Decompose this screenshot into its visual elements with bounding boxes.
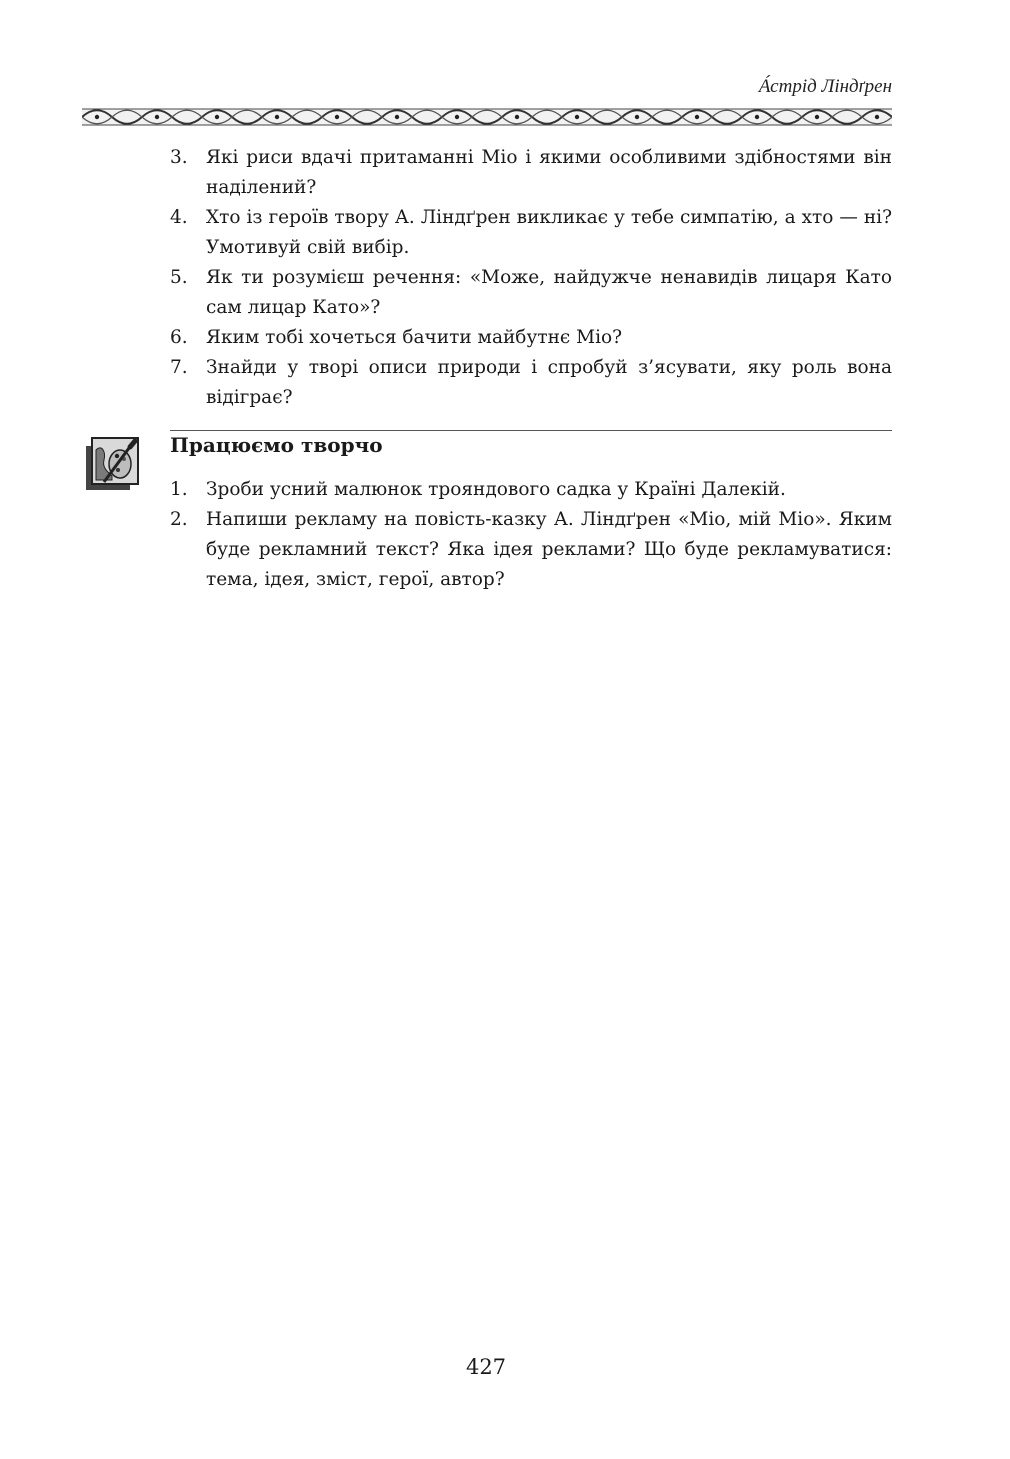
questions-list [170, 143, 892, 413]
item-number: 6. [170, 327, 188, 348]
creative-tasks-list [170, 475, 892, 595]
list-item [170, 203, 892, 263]
item-text: Напиши рекламу на повість-казку А. Ліндґрен «Міо, мій Міо». Яким буде рекламний текст? Яка ідея реклами? Що буде рекламуватися: тема, ідея, зміст, герої, автор? [206, 509, 892, 590]
item-number: 2. [170, 509, 188, 530]
item-text: Які риси вдачі притаманні Міо і якими особливими здібностями він наділений? [206, 147, 892, 198]
page-number: 427 [465, 1355, 507, 1379]
item-number: 5. [170, 267, 188, 288]
list-item [170, 475, 892, 505]
palette-brush-icon [82, 432, 144, 494]
list-item [170, 505, 892, 595]
item-text: Зроби усний малюнок трояндового садка у Країні Далекій. [206, 479, 786, 500]
item-text: Знайди у творі описи природи і спробуй з’ясувати, яку роль вона відіграє? [206, 357, 892, 408]
item-text: Хто із героїв твору А. Ліндґрен викликає у тебе симпатію, а хто — ні? Умотивуй свій вибір. [206, 207, 892, 258]
running-head-author: А́стрід Ліндґрен [758, 76, 892, 97]
item-number: 1. [170, 479, 188, 500]
list-item [170, 353, 892, 413]
item-number: 3. [170, 147, 188, 168]
list-item [170, 323, 892, 353]
section-title: Працюємо творчо [170, 433, 383, 457]
item-number: 7. [170, 357, 188, 378]
item-text: Яким тобі хочеться бачити майбутнє Міо? [206, 327, 623, 348]
decorative-ornament-border [82, 106, 892, 128]
list-item [170, 143, 892, 203]
section-divider [170, 430, 892, 431]
item-number: 4. [170, 207, 188, 228]
list-item [170, 263, 892, 323]
item-text: Як ти розумієш речення: «Може, найдужче ненавидів лицаря Като сам лицар Като»? [206, 267, 892, 318]
